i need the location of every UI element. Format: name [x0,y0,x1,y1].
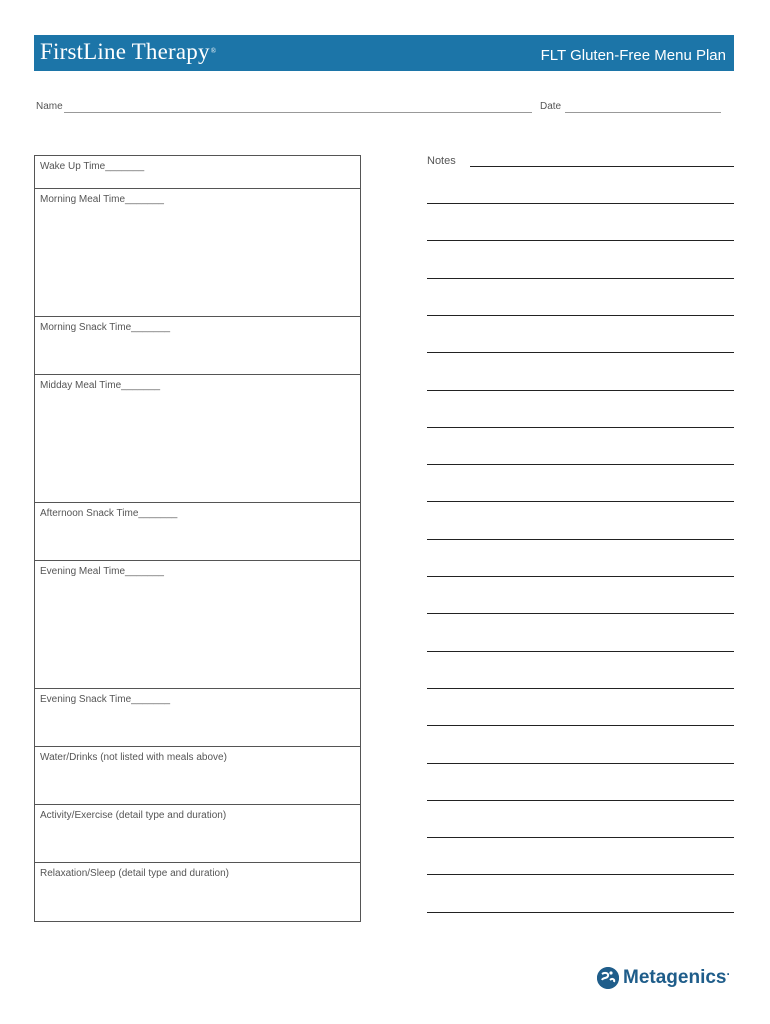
slot-label: Evening Snack Time_______ [40,694,171,705]
note-line[interactable] [427,539,734,540]
note-line[interactable] [427,390,734,391]
note-line[interactable] [427,352,734,353]
note-line[interactable] [427,800,734,801]
registered-mark: ® [210,47,217,55]
slot-label: Evening Meal Time_______ [40,566,164,577]
note-line[interactable] [470,166,734,167]
metagenics-logo [597,965,737,993]
slot-evening-snack[interactable] [35,689,360,747]
name-field[interactable] [64,112,532,113]
globe-logo-icon [597,967,619,989]
schedule-table [34,155,361,922]
slot-label: Afternoon Snack Time_______ [40,508,178,519]
note-line[interactable] [427,203,734,204]
notes-label: Notes [427,155,456,167]
note-line[interactable] [427,763,734,764]
slot-morning-snack[interactable] [35,317,360,375]
slot-midday-meal[interactable] [35,375,360,503]
slot-label: Activity/Exercise (detail type and duration) [40,810,227,821]
note-line[interactable] [427,613,734,614]
slot-label: Morning Snack Time_______ [40,322,171,333]
date-field[interactable] [565,112,721,113]
note-line[interactable] [427,651,734,652]
note-line[interactable] [427,240,734,241]
note-line[interactable] [427,427,734,428]
name-label: Name [36,101,63,112]
slot-label: Water/Drinks (not listed with meals above) [40,752,227,763]
note-line[interactable] [427,725,734,726]
note-line[interactable] [427,464,734,465]
slot-label: Relaxation/Sleep (detail type and duration) [40,868,230,879]
slot-activity-exercise[interactable] [35,805,360,863]
note-line[interactable] [427,315,734,316]
date-label: Date [540,101,562,112]
slot-wake-up[interactable] [35,156,360,189]
plan-title: FLT Gluten-Free Menu Plan [540,47,726,64]
header-bar [34,35,734,71]
slot-label: Morning Meal Time_______ [40,194,164,205]
slot-label: Wake Up Time_______ [40,161,145,172]
note-line[interactable] [427,912,734,913]
slot-label: Midday Meal Time_______ [40,380,161,391]
slot-afternoon-snack[interactable] [35,503,360,561]
slot-relaxation-sleep[interactable] [35,863,360,921]
slot-morning-meal[interactable] [35,189,360,317]
note-line[interactable] [427,837,734,838]
slot-evening-meal[interactable] [35,561,360,689]
logo-text: Metagenics· [623,967,731,988]
note-line[interactable] [427,874,734,875]
note-line[interactable] [427,501,734,502]
note-line[interactable] [427,278,734,279]
brand-title: FirstLine Therapy® [40,39,217,64]
note-line[interactable] [427,576,734,577]
note-line[interactable] [427,688,734,689]
slot-water-drinks[interactable] [35,747,360,805]
